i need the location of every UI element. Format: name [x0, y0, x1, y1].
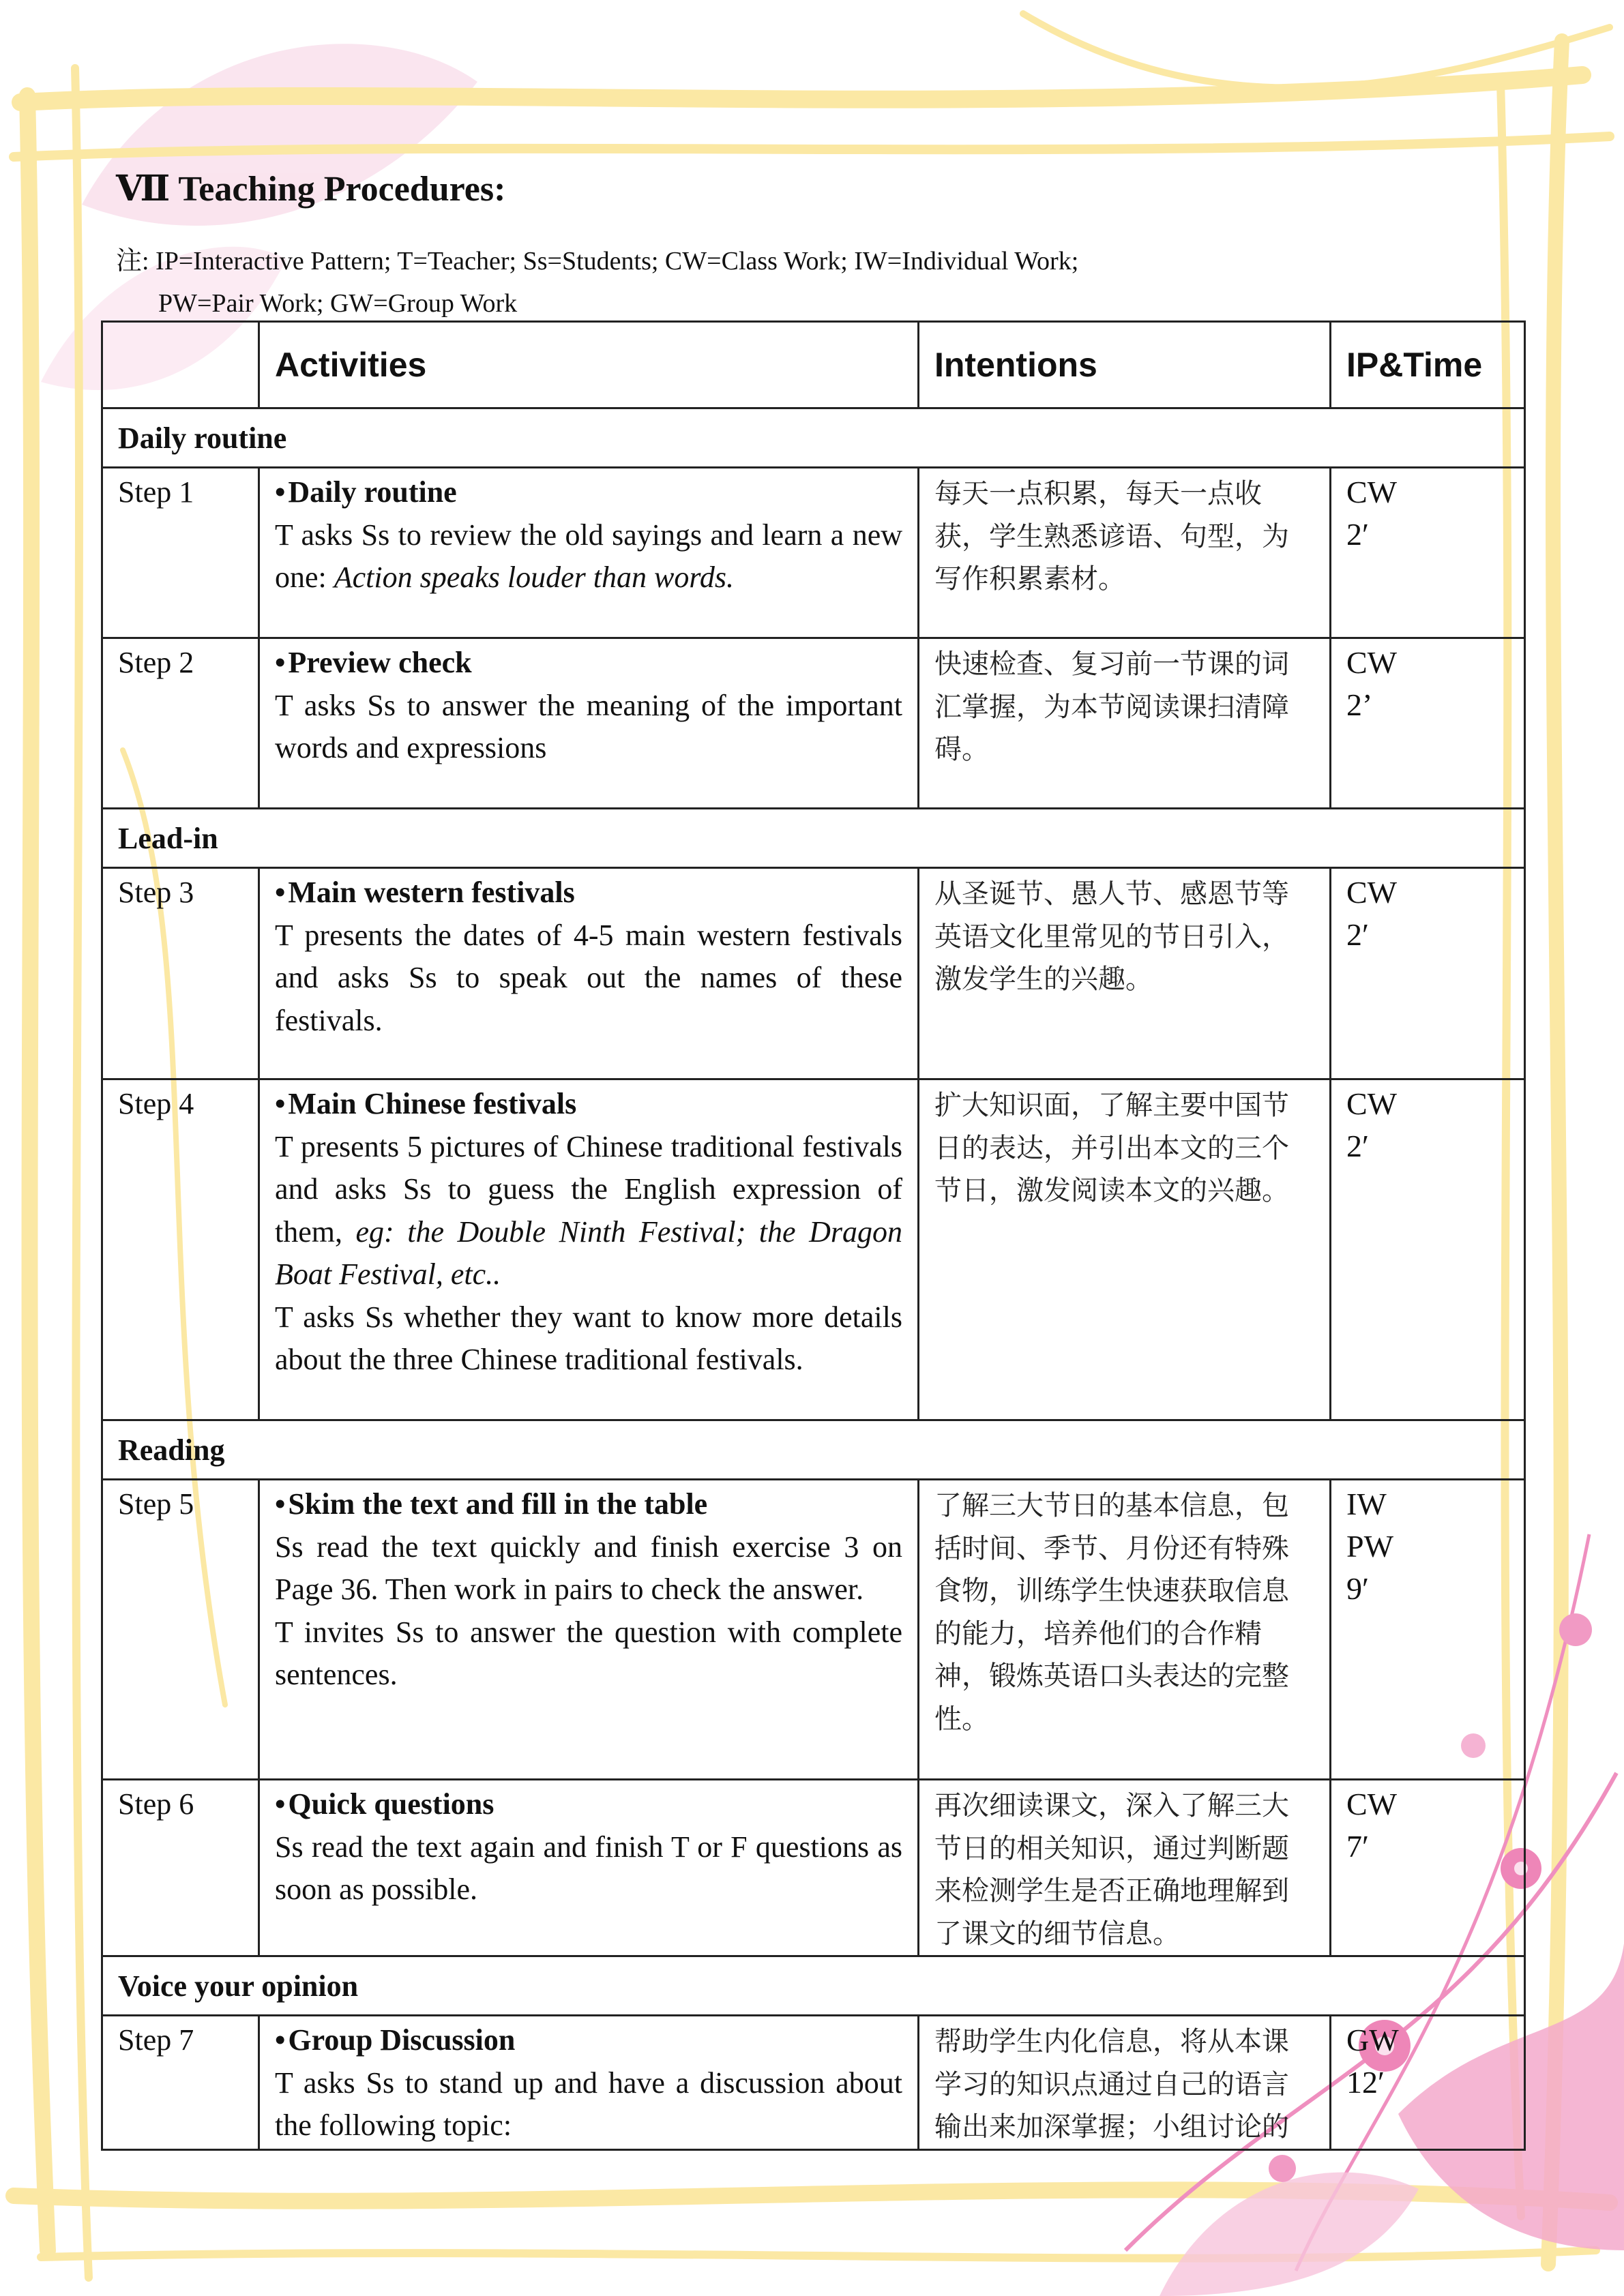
header-activities: Activities	[259, 322, 919, 408]
ip-time-cell	[1331, 1079, 1525, 1420]
ip-pattern: CW	[1346, 1086, 1398, 1121]
activity-text-2: T asks Ss whether they want to know more details about the three Chinese traditional festivals.	[275, 1300, 902, 1376]
activity-title: • Main western festivals	[275, 871, 902, 914]
ip-time: 2′	[1346, 917, 1370, 952]
activity-text: Ss read the text quickly and finish exercise 3 on Page 36. Then work in pairs to check the answer.	[275, 1530, 902, 1606]
activity-cell	[259, 638, 919, 809]
section-heading: Ⅶ Teaching Procedures:	[116, 170, 506, 209]
ip-time: 2′	[1346, 1129, 1370, 1163]
table-row	[102, 1780, 1525, 1956]
section-daily-routine: Daily routine	[102, 408, 1525, 468]
activity-title: • Preview check	[275, 642, 902, 685]
ip-pattern: CW	[1346, 645, 1398, 680]
ip-time: 2’	[1346, 687, 1373, 722]
activity-cell	[259, 868, 919, 1079]
section-row	[102, 1956, 1525, 2016]
ip-pattern: CW	[1346, 1787, 1398, 1821]
activity-cell	[259, 1079, 919, 1420]
activity-title: • Group Discussion	[275, 2019, 902, 2062]
ip-time-cell	[1331, 868, 1525, 1079]
section-row	[102, 1420, 1525, 1480]
note-line-1: 注: IP=Interactive Pattern; T=Teacher; Ss=Students; CW=Class Work; IW=Individual Work;	[116, 247, 1079, 275]
intention-cell: 扩大知识面，了解主要中国节日的表达，并引出本文的三个节日，激发阅读本文的兴趣。	[919, 1079, 1331, 1420]
step-label: Step 4	[102, 1079, 259, 1420]
activity-cell	[259, 1780, 919, 1956]
note-line-2: PW=Pair Work; GW=Group Work	[158, 289, 518, 318]
ip-time: 7′	[1346, 1829, 1370, 1864]
ip-pattern: CW	[1346, 475, 1398, 509]
section-lead-in: Lead-in	[102, 809, 1525, 868]
step-label: Step 5	[102, 1480, 259, 1780]
activity-text: Ss read the text again and finish T or F questions as soon as possible.	[275, 1830, 902, 1906]
activity-title: • Skim the text and fill in the table	[275, 1483, 902, 1526]
activity-text: T presents the dates of 4-5 main western festivals and asks Ss to speak out the names of these festivals.	[275, 918, 902, 1037]
ip-time-cell	[1331, 468, 1525, 638]
activity-text: T asks Ss to answer the meaning of the important words and expressions	[275, 688, 902, 764]
ip-time-cell	[1331, 638, 1525, 809]
step-label: Step 3	[102, 868, 259, 1079]
step-label: Step 2	[102, 638, 259, 809]
activity-title: • Main Chinese festivals	[275, 1083, 902, 1126]
step-label: Step 6	[102, 1780, 259, 1956]
ip-pattern: CW	[1346, 875, 1398, 910]
step-label: Step 7	[102, 2016, 259, 2150]
ip-time-cell	[1331, 2016, 1525, 2150]
section-voice-your-opinion: Voice your opinion	[102, 1956, 1525, 2016]
table-row	[102, 468, 1525, 638]
activity-text-2: T invites Ss to answer the question with complete sentences.	[275, 1615, 902, 1691]
activity-title: • Quick questions	[275, 1783, 902, 1826]
activity-title: • Daily routine	[275, 471, 902, 514]
procedures-table	[101, 320, 1526, 2151]
activity-cell	[259, 1480, 919, 1780]
ip-pattern: IW	[1346, 1487, 1387, 1521]
table-row	[102, 638, 1525, 809]
activity-text-italic: eg: the Double Ninth Festival; the Dragon Boat Festival, etc..	[275, 1214, 902, 1291]
activity-text	[275, 1126, 902, 1296]
ip-time: 9′	[1346, 1571, 1370, 1606]
header-step	[102, 322, 259, 408]
table-row	[102, 1480, 1525, 1780]
section-row	[102, 809, 1525, 868]
intention-cell: 帮助学生内化信息，将从本课学习的知识点通过自己的语言输出来加深掌握；小组讨论的	[919, 2016, 1331, 2150]
activity-text-italic: Action speaks louder than words.	[334, 561, 734, 594]
ip-pattern-2: PW	[1346, 1529, 1393, 1564]
header-ip-time: IP&Time	[1331, 322, 1525, 408]
intention-cell: 每天一点积累，每天一点收获，学生熟悉谚语、句型，为写作积累素材。	[919, 468, 1331, 638]
table-header-row	[102, 322, 1525, 408]
header-intentions: Intentions	[919, 322, 1331, 408]
table-row	[102, 1079, 1525, 1420]
activity-cell	[259, 2016, 919, 2150]
ip-time-cell	[1331, 1480, 1525, 1780]
activity-text	[275, 514, 902, 599]
abbreviation-note	[116, 240, 1078, 325]
table-row	[102, 2016, 1525, 2150]
activity-text-main: T asks Ss to review the old sayings and learn a new one:	[275, 518, 902, 594]
ip-time: 12′	[1346, 2065, 1385, 2100]
section-reading: Reading	[102, 1420, 1525, 1480]
ip-pattern: GW	[1346, 2023, 1399, 2057]
ip-time: 2′	[1346, 517, 1370, 552]
intention-cell: 从圣诞节、愚人节、感恩节等英语文化里常见的节日引入，激发学生的兴趣。	[919, 868, 1331, 1079]
activity-cell	[259, 468, 919, 638]
intention-cell: 再次细读课文，深入了解三大节日的相关知识，通过判断题来检测学生是否正确地理解到了课文的细节信息。	[919, 1780, 1331, 1956]
intention-cell: 了解三大节日的基本信息，包括时间、季节、月份还有特殊食物，训练学生快速获取信息的能力，培养他们的合作精神，锻炼英语口头表达的完整性。	[919, 1480, 1331, 1780]
step-label: Step 1	[102, 468, 259, 638]
ip-time-cell	[1331, 1780, 1525, 1956]
activity-text-main: T presents 5 pictures of Chinese traditional festivals and asks Ss to guess the English expression of them,	[275, 1129, 902, 1249]
activity-text: T asks Ss to stand up and have a discussion about the following topic:	[275, 2066, 902, 2142]
table-row	[102, 868, 1525, 1079]
section-row	[102, 408, 1525, 468]
intention-cell: 快速检查、复习前一节课的词汇掌握，为本节阅读课扫清障碍。	[919, 638, 1331, 809]
